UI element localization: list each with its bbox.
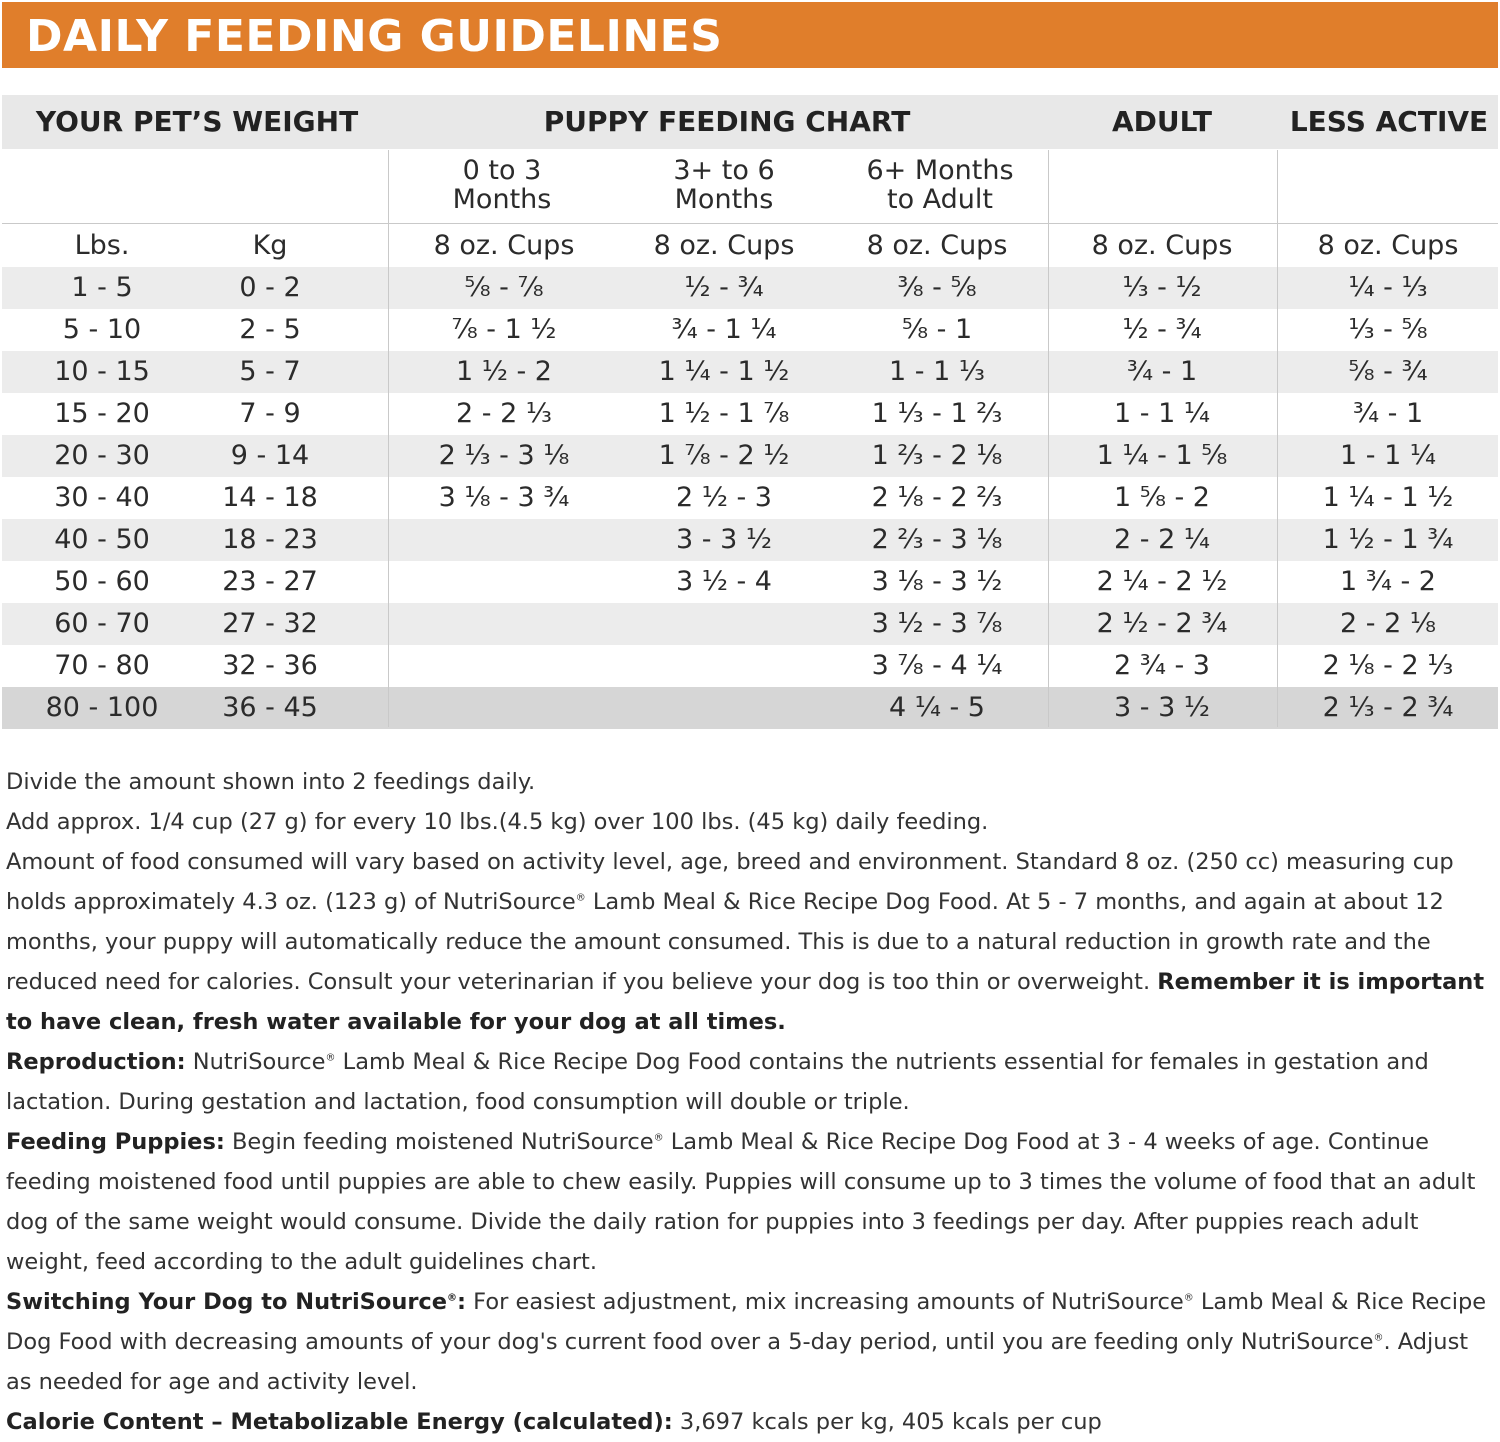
- table-cell-less: ¹⁄₄ - ¹⁄₃: [1348, 272, 1428, 303]
- table-cell-p6: 3 ¹⁄₂ - 3 ⁷⁄₈: [871, 608, 1003, 639]
- note-calorie: [6, 1402, 1496, 1442]
- table-cell-p3-6: [610, 645, 838, 687]
- table-cell-p0-3: ⁵⁄₈ - ⁷⁄₈: [464, 272, 544, 303]
- table-cell-p0-3: [390, 519, 618, 561]
- table-cell-less: ⁵⁄₈ - ³⁄₄: [1348, 356, 1428, 387]
- note-text: Begin feeding moistened NutriSource: [224, 1129, 654, 1155]
- table-cell-lbs: 70 - 80: [54, 650, 150, 681]
- note-add: Add approx. 1/4 cup (27 g) for every 10 lbs.(4.5 kg) over 100 lbs. (45 kg) daily feeding.: [6, 809, 989, 835]
- table-cell-p3-6: ³⁄₄ - 1 ¹⁄₄: [671, 314, 777, 345]
- puppy-age-label: Months: [452, 184, 552, 215]
- table-cell-p0-3: 3 ¹⁄₈ - 3 ³⁄₄: [438, 482, 570, 513]
- table-cell-p0-3: 2 - 2 ¹⁄₃: [455, 398, 552, 429]
- table-cell-lbs: 15 - 20: [54, 398, 150, 429]
- note-feeding-puppies: [6, 1122, 1496, 1282]
- grid-line: [2, 223, 1498, 224]
- table-cell-less: 2 ¹⁄₈ - 2 ¹⁄₃: [1322, 650, 1454, 681]
- puppy-age-label: 0 to 3: [462, 155, 542, 186]
- note-text: Lamb Meal & Rice Recipe Dog Food. At 5 - 7 months, and again at about 12 months, your puppy will automatically reduce the amount consumed. This is due to a natural reduction in growth rate and the reduced need for calories. Consult your veterinarian if you believe your dog is too thin or overweight.: [6, 889, 1444, 995]
- table-cell-p0-3: [390, 687, 618, 729]
- note-text: 3,697 kcals per kg, 405 kcals per cup: [672, 1409, 1102, 1435]
- table-cell-lbs: 10 - 15: [54, 356, 150, 387]
- table-cell-adult: 2 ¹⁄₂ - 2 ³⁄₄: [1096, 608, 1228, 639]
- puppy-age-label: 3+ to 6: [673, 155, 775, 186]
- note-reproduction: [6, 1042, 1496, 1122]
- grid-line: [1277, 150, 1278, 727]
- page-title: DAILY FEEDING GUIDELINES: [26, 11, 723, 62]
- table-cell-lbs: 40 - 50: [54, 524, 150, 555]
- note-text: Lamb Meal & Rice Recipe Dog Food at 3 - 4 weeks of age. Continue feeding moistened food until puppies are able to chew easily. Puppies will consume up to 3 times the volume of food that an adult dog of the same weight would consume. Divide the daily ration for puppies into 3 feedings per day. After puppies reach adult weight, feed according to the adult guidelines chart.: [6, 1129, 1476, 1275]
- table-cell-p6: 3 ¹⁄₈ - 3 ¹⁄₂: [871, 566, 1003, 597]
- table-cell-kg: 7 - 9: [239, 398, 301, 429]
- registered-mark: ®: [653, 1132, 664, 1144]
- table-cell-kg: 18 - 23: [222, 524, 318, 555]
- table-cell-p0-3: 1 ¹⁄₂ - 2: [455, 356, 552, 387]
- table-cell-p3-6: 1 ¹⁄₂ - 1 ⁷⁄₈: [658, 398, 790, 429]
- table-cell-p6: 1 - 1 ¹⁄₃: [888, 356, 985, 387]
- table-cell-adult: 2 ¹⁄₄ - 2 ¹⁄₂: [1096, 566, 1228, 597]
- unit-cups-0-3: 8 oz. Cups: [433, 230, 575, 261]
- table-cell-p6: 2 ²⁄₃ - 3 ¹⁄₈: [871, 524, 1003, 555]
- table-cell-p6: 1 ¹⁄₃ - 1 ²⁄₃: [871, 398, 1003, 429]
- table-cell-less: ¹⁄₃ - ⁵⁄₈: [1348, 314, 1428, 345]
- puppy-age-label: 6+ Months: [866, 155, 1014, 186]
- table-cell-adult: ¹⁄₂ - ³⁄₄: [1122, 314, 1202, 345]
- table-cell-lbs: 50 - 60: [54, 566, 150, 597]
- table-cell-less: 1 ¹⁄₂ - 1 ³⁄₄: [1322, 524, 1454, 555]
- note-text: Amount of food consumed will vary based on activity level, age, breed and environment. Standard 8 oz. (250 cc) measuring cup holds approximately 4.3 oz. (123 g) of NutriSource: [6, 849, 1454, 915]
- table-cell-kg: 36 - 45: [222, 692, 318, 723]
- table-cell-p0-3: ⁷⁄₈ - 1 ¹⁄₂: [451, 314, 557, 345]
- note-amount: [6, 842, 1496, 1042]
- table-cell-p6: 4 ¹⁄₄ - 5: [888, 692, 985, 723]
- note-switching: [6, 1282, 1496, 1402]
- registered-mark: ®: [1183, 1292, 1194, 1304]
- note-text: NutriSource: [185, 1049, 326, 1075]
- unit-cups-adult: 8 oz. Cups: [1091, 230, 1233, 261]
- table-cell-kg: 32 - 36: [222, 650, 318, 681]
- registered-mark: ®: [575, 892, 586, 904]
- table-cell-p3-6: [610, 687, 838, 729]
- table-cell-kg: 14 - 18: [222, 482, 318, 513]
- note-text: For easiest adjustment, mix increasing amounts of NutriSource: [466, 1289, 1184, 1315]
- table-cell-lbs: 1 - 5: [71, 272, 133, 303]
- unit-lbs: Lbs.: [74, 230, 130, 261]
- table-cell-adult: 2 - 2 ¹⁄₄: [1113, 524, 1210, 555]
- puppy-age-label: Months: [674, 184, 774, 215]
- table-cell-p6: 1 ²⁄₃ - 2 ¹⁄₈: [871, 440, 1003, 471]
- grid-line: [1048, 150, 1049, 727]
- note-label-colon: :: [457, 1289, 467, 1315]
- table-cell-kg: 27 - 32: [222, 608, 318, 639]
- table-cell-adult: 1 - 1 ¹⁄₄: [1113, 398, 1210, 429]
- table-cell-p3-6: 1 ¹⁄₄ - 1 ¹⁄₂: [658, 356, 790, 387]
- table-cell-kg: 0 - 2: [239, 272, 301, 303]
- note-text: Lamb Meal & Rice Recipe Dog Food with decreasing amounts of your dog's current food over a 5-day period, until you are feeding only NutriSource: [6, 1289, 1487, 1355]
- table-cell-p3-6: 1 ⁷⁄₈ - 2 ¹⁄₂: [658, 440, 790, 471]
- note-label: [6, 1289, 466, 1315]
- puppy-age-6-adult: [826, 156, 1054, 214]
- table-cell-less: 2 ¹⁄₃ - 2 ³⁄₄: [1322, 692, 1454, 723]
- unit-cups-6-adult: 8 oz. Cups: [866, 230, 1008, 261]
- table-cell-kg: 2 - 5: [239, 314, 301, 345]
- title-banner: [2, 2, 1498, 68]
- table-cell-p3-6: 3 - 3 ¹⁄₂: [675, 524, 772, 555]
- unit-cups-3-6: 8 oz. Cups: [653, 230, 795, 261]
- table-cell-lbs: 60 - 70: [54, 608, 150, 639]
- note-label: Calorie Content – Metabolizable Energy (calculated):: [6, 1409, 673, 1435]
- table-cell-adult: 1 ⁵⁄₈ - 2: [1113, 482, 1210, 513]
- table-cell-less: 2 - 2 ¹⁄₈: [1339, 608, 1436, 639]
- table-cell-less: 1 - 1 ¹⁄₄: [1339, 440, 1436, 471]
- table-cell-p0-3: [390, 645, 618, 687]
- table-cell-less: ³⁄₄ - 1: [1352, 398, 1424, 429]
- table-cell-p3-6: ¹⁄₂ - ³⁄₄: [684, 272, 764, 303]
- table-cell-kg: 23 - 27: [222, 566, 318, 597]
- puppy-age-label: to Adult: [886, 184, 994, 215]
- table-cell-adult: ¹⁄₃ - ¹⁄₂: [1122, 272, 1202, 303]
- table-cell-lbs: 20 - 30: [54, 440, 150, 471]
- unit-cups-less-active: 8 oz. Cups: [1317, 230, 1459, 261]
- table-cell-p3-6: 3 ¹⁄₂ - 4: [675, 566, 772, 597]
- table-cell-kg: 9 - 14: [230, 440, 310, 471]
- table-cell-p6: ³⁄₈ - ⁵⁄₈: [897, 272, 977, 303]
- table-cell-p6: 3 ⁷⁄₈ - 4 ¹⁄₄: [871, 650, 1003, 681]
- table-cell-adult: 2 ³⁄₄ - 3: [1113, 650, 1210, 681]
- puppy-age-3-6: [610, 156, 838, 214]
- grid-line: [388, 150, 389, 727]
- header-puppy: PUPPY FEEDING CHART: [543, 105, 911, 138]
- table-cell-adult: 3 - 3 ¹⁄₂: [1113, 692, 1210, 723]
- registered-mark: ®: [325, 1052, 336, 1064]
- table-cell-lbs: 80 - 100: [45, 692, 159, 723]
- table-cell-p3-6: [610, 603, 838, 645]
- table-cell-kg: 5 - 7: [239, 356, 301, 387]
- header-adult: ADULT: [1112, 105, 1212, 138]
- table-cell-lbs: 5 - 10: [62, 314, 142, 345]
- table-cell-p3-6: 2 ¹⁄₂ - 3: [675, 482, 772, 513]
- table-cell-adult: 1 ¹⁄₄ - 1 ⁵⁄₈: [1096, 440, 1228, 471]
- note-divide: Divide the amount shown into 2 feedings daily.: [6, 769, 536, 795]
- note-label: Reproduction:: [6, 1049, 186, 1075]
- note-text: Lamb Meal & Rice Recipe Dog Food contains the nutrients essential for females in gestation and lactation. During gestation and lactation, food consumption will double or triple.: [6, 1049, 1429, 1115]
- table-cell-lbs: 30 - 40: [54, 482, 150, 513]
- header-weight: YOUR PET’S WEIGHT: [35, 105, 359, 138]
- table-cell-p0-3: 2 ¹⁄₃ - 3 ¹⁄₈: [438, 440, 570, 471]
- registered-mark: ®: [447, 1292, 458, 1304]
- note-text: . Adjust as needed for age and activity level.: [6, 1329, 1469, 1395]
- table-cell-less: 1 ¹⁄₄ - 1 ¹⁄₂: [1322, 482, 1454, 513]
- puppy-age-0-3: [388, 156, 616, 214]
- table-cell-p6: 2 ¹⁄₈ - 2 ²⁄₃: [871, 482, 1003, 513]
- table-cell-less: 1 ³⁄₄ - 2: [1339, 566, 1436, 597]
- note-water-emphasis: Remember it is important to have clean, fresh water available for your dog at all times.: [6, 969, 1485, 1035]
- registered-mark: ®: [1373, 1332, 1384, 1344]
- table-cell-p0-3: [390, 561, 618, 603]
- header-less-active: LESS ACTIVE: [1289, 105, 1489, 138]
- note-label: Feeding Puppies:: [6, 1129, 225, 1155]
- table-cell-p0-3: [390, 603, 618, 645]
- table-cell-p6: ⁵⁄₈ - 1: [901, 314, 973, 345]
- table-cell-adult: ³⁄₄ - 1: [1126, 356, 1198, 387]
- note-label-text: Switching Your Dog to NutriSource: [6, 1289, 448, 1315]
- feeding-notes: [6, 762, 1496, 1442]
- unit-kg: Kg: [252, 230, 288, 261]
